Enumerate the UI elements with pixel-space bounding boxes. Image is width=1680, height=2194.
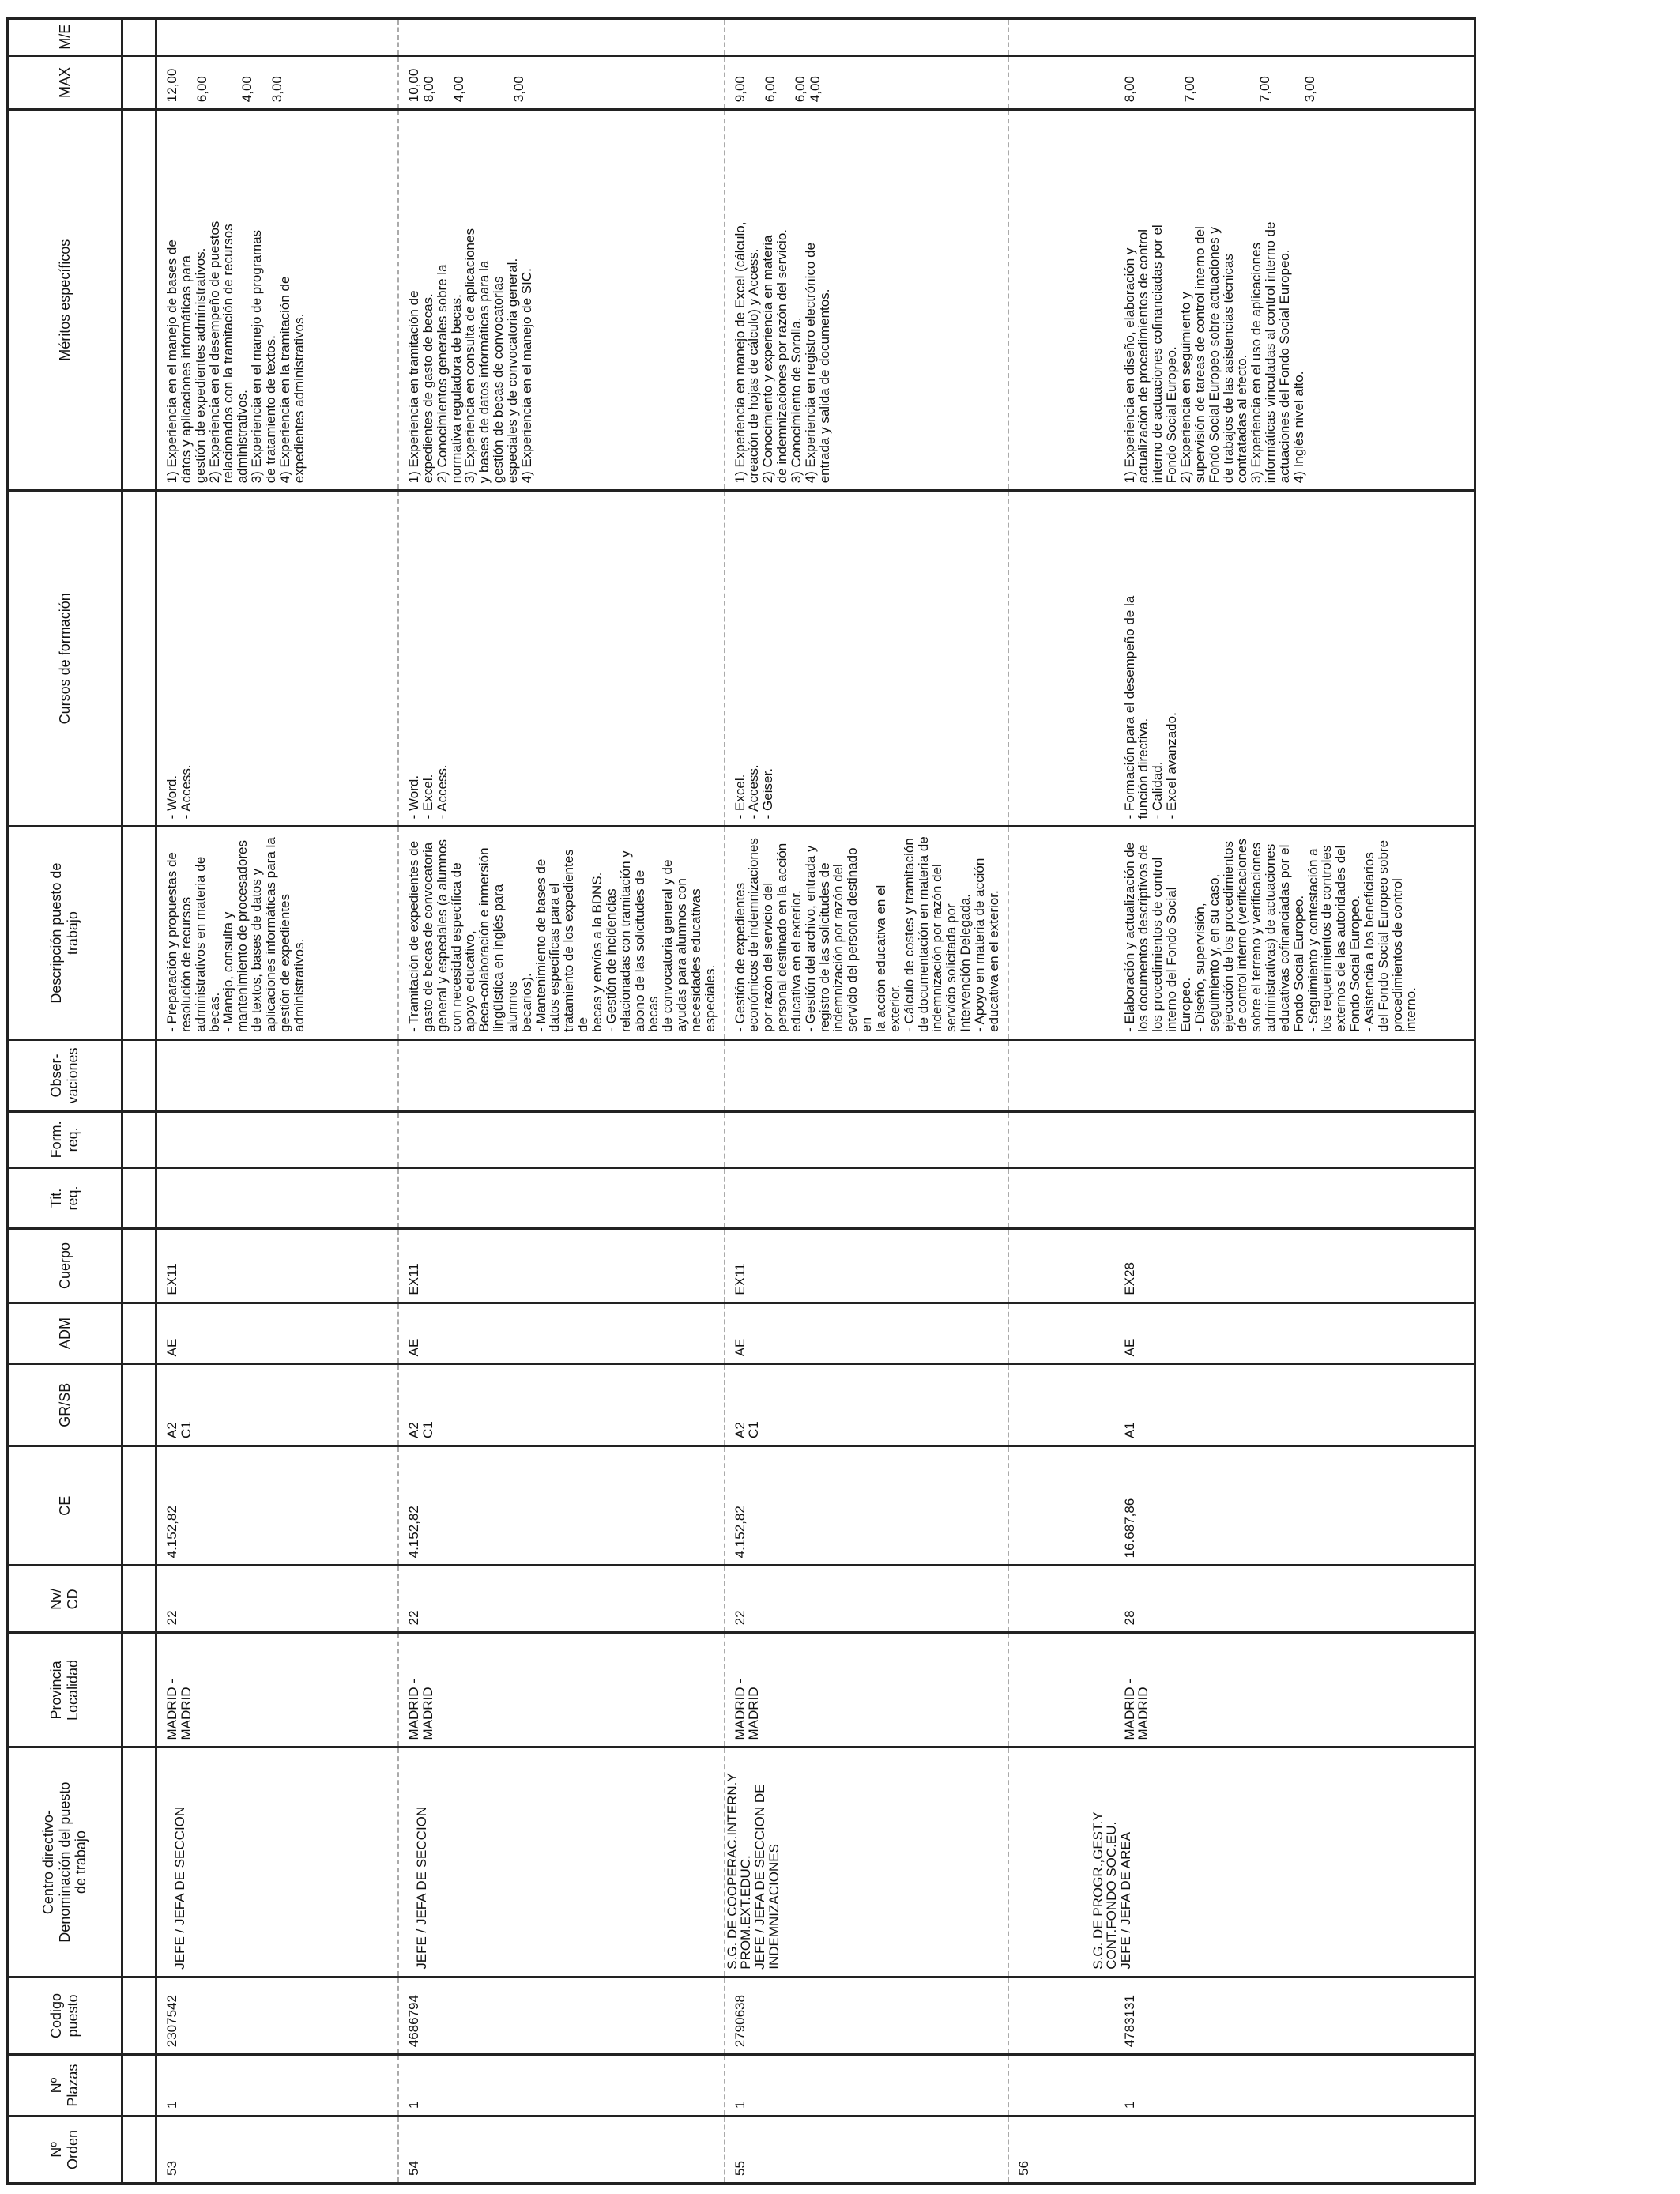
cuerpo-cell: EX11 <box>725 1229 1008 1302</box>
cuerpo-cell: EX11 <box>398 1229 725 1302</box>
formacion-cell <box>398 1112 725 1167</box>
header-descripcion: Descripción puesto de trabajo <box>8 827 122 1040</box>
denominacion: JEFE / JEFA DE SECCION DE INDEMNIZACIONES <box>752 1784 782 1970</box>
max-value: 7,00 <box>1181 76 1197 103</box>
plazas-number: 1 <box>1121 2101 1137 2109</box>
cursos-cell: - Word. - Access. <box>156 491 399 827</box>
plazas-cell: 1 <box>398 2055 725 2117</box>
header-centro: Centro directivo- Denominación del puesto de trabajo <box>8 1747 122 1977</box>
meritos-cell: 1) Experiencia en manejo de Excel (cálculo, creación de hojas de cálculo) y Access. 2) Conocimiento y experiencia en materia de indemnizaciones por razón del servicio. 3) Conocimiento de Sorolla. 4) Experiencia en registro electrónico de entrada y salida de documentos. <box>725 110 1008 491</box>
observaciones-cell <box>398 1039 725 1111</box>
cursos-cell: - Formación para el desempeño de la función directiva. - Calidad. - Excel avanzado. <box>1008 491 1475 827</box>
adm-cell: AE <box>725 1302 1008 1364</box>
header-observaciones: Obser- vaciones <box>8 1039 122 1111</box>
centro-directivo: S.G. DE COOPERAC.INTERN.Y PROM.EXT.EDUC. <box>724 1773 754 1970</box>
nivel-cell: 22 <box>398 1566 725 1633</box>
grupo-cell: A1 <box>1008 1364 1475 1446</box>
codigo-cell <box>1008 1977 1475 2054</box>
max-value: 7,00 <box>1256 76 1272 103</box>
cuerpo-cell: EX11 <box>156 1229 399 1302</box>
denominacion: JEFE / JEFA DE SECCION <box>414 1806 429 1970</box>
grupo-cell: A2 C1 <box>156 1364 399 1446</box>
descripcion-cell: - Tramitación de expedientes de gasto de becas de convocatoria general y especiales (a alumnos con necesidad específica de apoyo educativo, Beca-colaboración e inmersión lingüística en inglés para alumnos becarios). - Mantenimiento de bases de datos específicas para el tratamiento de los expedientes de becas y envíos a la BDNS. - Gestión de incidencias relacionadas con tramitación y abono de las solicitudes de becas de convocatoria general y de ayudas para alumnos con necesidades educativas especiales. <box>398 827 725 1040</box>
meritos-cell: 1) Experiencia en el manejo de bases de datos y aplicaciones informáticas para gestión de expedientes administrativos. 2) Experiencia en el desempeño de puestos relacionados con la tramitación de recursos administrativos. 3) Experiencia en el manejo de programas de tratamiento de textos. 4) Experiencia en la tramitación de expedientes administrativos. <box>156 110 399 491</box>
max-value: 4,00 <box>239 76 254 103</box>
max-value <box>1138 63 1153 102</box>
header-plazas: Nº Plazas <box>8 2055 122 2117</box>
centro-directivo: S.G. DE PROGR.,GEST.Y CONT.FONDO SOC.EU. <box>1090 1811 1120 1970</box>
cursos-cell: - Excel. - Access. - Geiser. <box>725 491 1008 827</box>
max-value: 3,00 <box>511 76 526 103</box>
orden-number: 56 <box>1015 2161 1031 2176</box>
centro-cell <box>398 1747 725 1977</box>
header-meritos: Méritos específicos <box>8 110 122 491</box>
nivel-cell: 22 <box>725 1566 1008 1633</box>
max-value <box>482 63 497 102</box>
max-value: 8,00 <box>1121 76 1137 103</box>
observaciones-cell <box>1008 1039 1475 1111</box>
formacion-cell <box>156 1112 399 1167</box>
max-value: 4,00 <box>451 76 466 103</box>
codigo-number: 4783131 <box>1121 1995 1137 2048</box>
table-row <box>1008 19 1475 2184</box>
titulacion-cell <box>398 1167 725 1229</box>
header-formacion: Form. req. <box>8 1112 122 1167</box>
adm-cell: AE <box>1008 1302 1475 1364</box>
max-value <box>1198 63 1213 102</box>
descripcion-cell: - Preparación y propuestas de resolución de recursos administrativos en materia de becas. - Manejo, consulta y mantenimiento de procesadores de textos, bases de datos y aplicaciones informáticas para la gestión de expedientes administrativos. <box>156 827 399 1040</box>
header-max: MAX <box>8 55 122 109</box>
plazas-cell: 1 <box>725 2055 1008 2117</box>
titulacion-cell <box>156 1167 399 1229</box>
orden-cell: 54 <box>398 2117 725 2184</box>
cuerpo-cell: EX28 <box>1008 1229 1475 1302</box>
me-cell <box>156 19 399 56</box>
header-nivel: Nv/ CD <box>8 1566 122 1633</box>
orden-cell: 53 <box>156 2117 399 2184</box>
provincia-cell: MADRID - MADRID <box>1008 1633 1475 1747</box>
ce-cell: 4.152,82 <box>156 1446 399 1566</box>
header-titulacion: Tit. req. <box>8 1167 122 1229</box>
meritos-cell: 1) Experiencia en tramitación de expedientes de gasto de becas. 2) Conocimientos generales sobre la normativa reguladora de becas. 3) Experiencia en consulta de aplicaciones y bases de datos informáticas para la gestión de becas de convocatorias especiales y de convocatoria general. 4) Experiencia en el manejo de SIC. <box>398 110 725 491</box>
ce-cell: 4.152,82 <box>725 1446 1008 1566</box>
max-value <box>1273 63 1288 102</box>
max-value <box>1243 63 1258 102</box>
max-value: 10,00 <box>406 68 421 103</box>
max-value <box>180 63 195 102</box>
provincia-cell: MADRID - MADRID <box>156 1633 399 1747</box>
adm-cell: AE <box>398 1302 725 1364</box>
header-provincia: Provincia Localidad <box>8 1633 122 1747</box>
header-ce: CE <box>8 1446 122 1566</box>
titulacion-cell <box>725 1167 1008 1229</box>
me-cell <box>398 19 725 56</box>
empty-top-row <box>122 19 156 2184</box>
observaciones-cell <box>725 1039 1008 1111</box>
ce-cell: 16.687,86 <box>1008 1446 1475 1566</box>
max-value: 4,00 <box>807 76 823 103</box>
max-value <box>467 63 482 102</box>
header-codigo: Codigo puesto <box>8 1977 122 2054</box>
max-value: 6,00 <box>194 76 209 103</box>
header-orden: Nº Orden <box>8 2117 122 2184</box>
meritos-cell: 1) Experiencia en diseño, elaboración y actualización de procedimientos de control interno de actuaciones cofinanciadas por el Fondo Social Europeo. 2) Experiencia en seguimiento y supervisión de tareas de control interno del Fondo Social Europeo sobre actuaciones y de trabajos de las asistencias técnicas contratadas al efecto. 3) Experiencia en el uso de aplicaciones informáticas vinculadas al control interno de actuaciones del Fondo Social Europeo. 4) Inglés nivel alto. <box>1008 110 1475 491</box>
max-value: 3,00 <box>1301 76 1317 103</box>
denominacion: JEFE / JEFA DE AREA <box>1118 1831 1134 1970</box>
codigo-cell: 4686794 <box>398 1977 725 2054</box>
descripcion-cell: - Gestión de expedientes económicos de indemnizaciones por razón del servicio del personal destinado en la acción educativa en el exterior. - Gestión del archivo, entrada y registro de las solicitudes de indemnización por razón del servicio del personal destinado en la acción educativa en el exterior. - Cálculo de costes y tramitación de documentación en materia de indemnización por razón del servicio solicitada por Intervención Delegada. - Apoyo en materia de acción educativa en el exterior. <box>725 827 1008 1040</box>
max-value <box>437 63 452 102</box>
centro-cell <box>156 1747 399 1977</box>
max-value <box>1228 63 1243 102</box>
codigo-cell: 2790638 <box>725 1977 1008 2054</box>
ce-cell: 4.152,82 <box>398 1446 725 1566</box>
orden-cell <box>1008 2117 1475 2184</box>
max-value <box>1153 63 1168 102</box>
max-value: 8,00 <box>421 76 436 103</box>
max-value <box>1288 63 1303 102</box>
descripcion-cell: - Elaboración y actualización de los documentos descriptivos de los procedimientos de control interno del Fondo Social Europeo. - Diseño, supervisión, seguimiento y, en su caso, ejecución de los procedimientos de control interno (verificaciones sobre el terreno y verificaciones administrativas) de actuaciones educativas cofinanciadas por el Fondo Social Europeo. - Seguimiento y contestación a los requerimientos de controles externos de las autoridades del Fondo Social Europeo. - Asistencia a los beneficiarios del Fondo Social Europeo sobre procedimientos de control interno. <box>1008 827 1475 1040</box>
orden-cell: 55 <box>725 2117 1008 2184</box>
header-me: M/E <box>8 19 122 56</box>
max-cell <box>725 55 1008 109</box>
denominacion: JEFE / JEFA DE SECCION <box>172 1806 187 1970</box>
table-row <box>398 19 725 2184</box>
max-value <box>225 63 240 102</box>
plazas-cell: 1 <box>156 2055 399 2117</box>
observaciones-cell <box>156 1039 399 1111</box>
formacion-cell <box>1008 1112 1475 1167</box>
formacion-cell <box>725 1112 1008 1167</box>
max-value: 6,00 <box>792 76 808 103</box>
max-cell <box>156 55 399 109</box>
max-cell <box>1008 55 1475 109</box>
max-value: 12,00 <box>164 68 179 103</box>
header-grupo: GR/SB <box>8 1364 122 1446</box>
max-value <box>210 63 225 102</box>
codigo-cell: 2307542 <box>156 1977 399 2054</box>
max-value <box>497 63 512 102</box>
plazas-cell <box>1008 2055 1475 2117</box>
max-value <box>748 63 763 102</box>
table-row <box>725 19 1008 2184</box>
nivel-cell: 28 <box>1008 1566 1475 1633</box>
nivel-cell: 22 <box>156 1566 399 1633</box>
me-cell <box>1008 19 1475 56</box>
centro-cell <box>1008 1747 1475 1977</box>
grupo-cell: A2 C1 <box>398 1364 725 1446</box>
max-value: 6,00 <box>762 76 778 103</box>
header-cursos: Cursos de formación <box>8 491 122 827</box>
max-value <box>778 63 793 102</box>
max-value: 9,00 <box>732 76 748 103</box>
titulacion-cell <box>1008 1167 1475 1229</box>
centro-cell <box>725 1747 1008 1977</box>
max-value <box>1168 63 1183 102</box>
adm-cell: AE <box>156 1302 399 1364</box>
table-row <box>156 19 399 2184</box>
cursos-cell: - Word. - Excel. - Access. <box>398 491 725 827</box>
max-value: 3,00 <box>269 76 284 103</box>
max-cell <box>398 55 725 109</box>
max-value <box>255 63 270 102</box>
max-value <box>1213 63 1228 102</box>
me-cell <box>725 19 1008 56</box>
grupo-cell: A2 C1 <box>725 1364 1008 1446</box>
job-positions-table <box>6 17 1476 2185</box>
provincia-cell: MADRID - MADRID <box>398 1633 725 1747</box>
header-cuerpo: Cuerpo <box>8 1229 122 1302</box>
header-adm: ADM <box>8 1302 122 1364</box>
provincia-cell: MADRID - MADRID <box>725 1633 1008 1747</box>
